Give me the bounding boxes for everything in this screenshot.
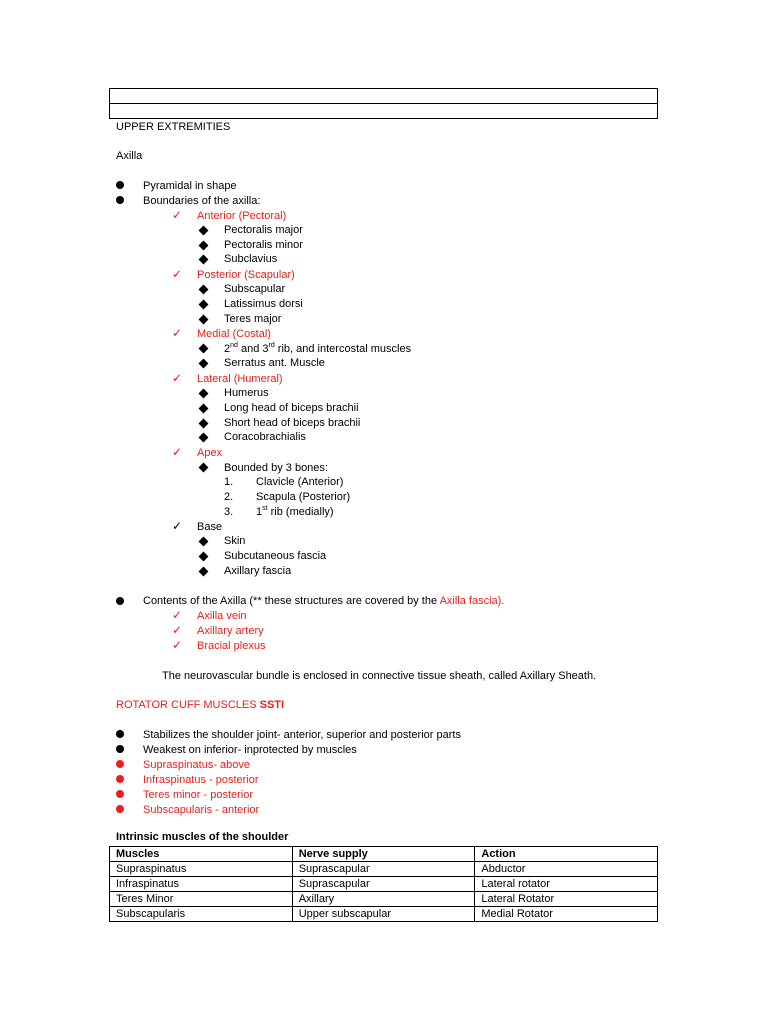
list-item: Pectoralis major [224, 224, 303, 236]
intrinsic-muscles-table [109, 846, 658, 922]
numbered-marker: 1. [224, 476, 234, 488]
table-cell: Abductor [475, 862, 658, 877]
list-item: Latissimus dorsi [224, 298, 303, 310]
page-title: UPPER EXTREMITIES [116, 121, 231, 133]
boundary-base: Base [197, 521, 223, 533]
rib-number: 1 [256, 506, 263, 518]
rotator-acronym: SSTI [259, 699, 285, 711]
contents-highlight: Axilla fascia). [439, 595, 505, 607]
rotator-muscle: Teres minor - posterior [143, 789, 254, 801]
table-cell: Axillary [292, 892, 475, 907]
rib-text: and 3 [237, 343, 269, 355]
list-item [224, 342, 411, 356]
contents-item: Axilla vein [197, 610, 247, 622]
checkmark-icon: ✓ [172, 371, 183, 385]
contents-item: Bracial plexus [197, 640, 266, 652]
checkmark-icon: ✓ [172, 638, 183, 652]
rotator-title: ROTATOR CUFF MUSCLES [116, 699, 260, 711]
diamond-icon [199, 255, 209, 265]
superscript: st [262, 505, 268, 512]
bullet-pyramidal: Pyramidal in shape [143, 180, 237, 192]
list-item: Coracobrachialis [224, 431, 306, 443]
diamond-icon [199, 285, 209, 295]
bullet-icon [116, 181, 124, 189]
contents-item: Axillary artery [197, 625, 264, 637]
list-item: Serratus ant. Muscle [224, 357, 325, 369]
list-item: Humerus [224, 387, 269, 399]
rotator-item: Weakest on inferior- inprotected by muscles [143, 744, 357, 756]
diamond-icon [199, 359, 209, 369]
column-header: Action [475, 847, 658, 862]
numbered-item [256, 505, 334, 519]
bullet-icon [116, 775, 124, 783]
column-header: Nerve supply [292, 847, 475, 862]
table-row [110, 892, 658, 907]
rotator-item: Stabilizes the shoulder joint- anterior, superior and posterior parts [143, 729, 461, 741]
diamond-icon [199, 226, 209, 236]
rotator-cuff-heading [116, 698, 284, 712]
diamond-icon [199, 389, 209, 399]
header-table [109, 88, 658, 119]
table-cell: Subscapularis [110, 907, 293, 922]
diamond-icon [199, 404, 209, 414]
bullet-icon [116, 805, 124, 813]
rib-text: rib (medially) [267, 506, 334, 518]
table-cell: Teres Minor [110, 892, 293, 907]
diamond-icon [199, 344, 209, 354]
diamond-icon [199, 419, 209, 429]
header-cell-2 [110, 104, 658, 119]
checkmark-icon: ✓ [172, 267, 183, 281]
axillary-sheath-note: The neurovascular bundle is enclosed in connective tissue sheath, called Axillary Sheath. [162, 670, 597, 682]
checkmark-icon: ✓ [172, 208, 183, 222]
table-title: Intrinsic muscles of the shoulder [116, 831, 289, 843]
list-item: Pectoralis minor [224, 239, 303, 251]
diamond-icon [199, 241, 209, 251]
list-item: Short head of biceps brachii [224, 417, 361, 429]
superscript: rd [268, 342, 275, 349]
list-item: Long head of biceps brachii [224, 402, 359, 414]
numbered-item: Scapula (Posterior) [256, 491, 351, 503]
diamond-icon [199, 315, 209, 325]
rib-number: 2 [224, 343, 231, 355]
numbered-marker: 3. [224, 506, 234, 518]
rotator-muscle: Subscapularis - anterior [143, 804, 260, 816]
bullet-contents [143, 594, 504, 608]
table-row [110, 877, 658, 892]
table-cell: Upper subscapular [292, 907, 475, 922]
list-item: Bounded by 3 bones: [224, 462, 328, 474]
checkmark-icon: ✓ [172, 445, 183, 459]
rotator-muscle: Infraspinatus - posterior [143, 774, 259, 786]
boundary-anterior: Anterior (Pectoral) [197, 210, 287, 222]
boundary-posterior: Posterior (Scapular) [197, 269, 295, 281]
rotator-muscle: Supraspinatus- above [143, 759, 251, 771]
table-cell: Suprascapular [292, 862, 475, 877]
checkmark-icon: ✓ [172, 623, 183, 637]
boundary-apex: Apex [197, 447, 223, 459]
boundary-medial: Medial (Costal) [197, 328, 271, 340]
numbered-item: Clavicle (Anterior) [256, 476, 344, 488]
superscript: nd [230, 342, 238, 349]
diamond-icon [199, 300, 209, 310]
list-item: Axillary fascia [224, 565, 292, 577]
list-item: Teres major [224, 313, 282, 325]
list-item: Subcutaneous fascia [224, 550, 327, 562]
diamond-icon [199, 552, 209, 562]
header-cell-1 [110, 89, 658, 104]
bullet-icon [116, 597, 124, 605]
bullet-icon [116, 196, 124, 204]
diamond-icon [199, 567, 209, 577]
contents-text: Contents of the Axilla (** these structures are covered by the [143, 595, 440, 607]
table-cell: Lateral Rotator [475, 892, 658, 907]
checkmark-icon: ✓ [172, 608, 183, 622]
bullet-icon [116, 760, 124, 768]
table-cell: Suprascapular [292, 877, 475, 892]
bullet-icon [116, 745, 124, 753]
checkmark-icon: ✓ [172, 519, 183, 533]
table-cell: Lateral rotator [475, 877, 658, 892]
checkmark-icon: ✓ [172, 326, 183, 340]
table-cell: Infraspinatus [110, 877, 293, 892]
table-cell: Supraspinatus [110, 862, 293, 877]
section-heading-axilla: Axilla [116, 150, 143, 162]
table-header-row [110, 847, 658, 862]
rib-text: rib, and intercostal muscles [274, 343, 412, 355]
table-row [110, 862, 658, 877]
table-row [110, 907, 658, 922]
list-item: Subclavius [224, 253, 278, 265]
bullet-icon [116, 730, 124, 738]
list-item: Subscapular [224, 283, 286, 295]
bullet-boundaries: Boundaries of the axilla: [143, 195, 261, 207]
bullet-icon [116, 790, 124, 798]
numbered-marker: 2. [224, 491, 234, 503]
diamond-icon [199, 463, 209, 473]
boundary-lateral: Lateral (Humeral) [197, 373, 283, 385]
list-item: Skin [224, 535, 246, 547]
diamond-icon [199, 537, 209, 547]
diamond-icon [199, 433, 209, 443]
table-cell: Medial Rotator [475, 907, 658, 922]
column-header: Muscles [110, 847, 293, 862]
